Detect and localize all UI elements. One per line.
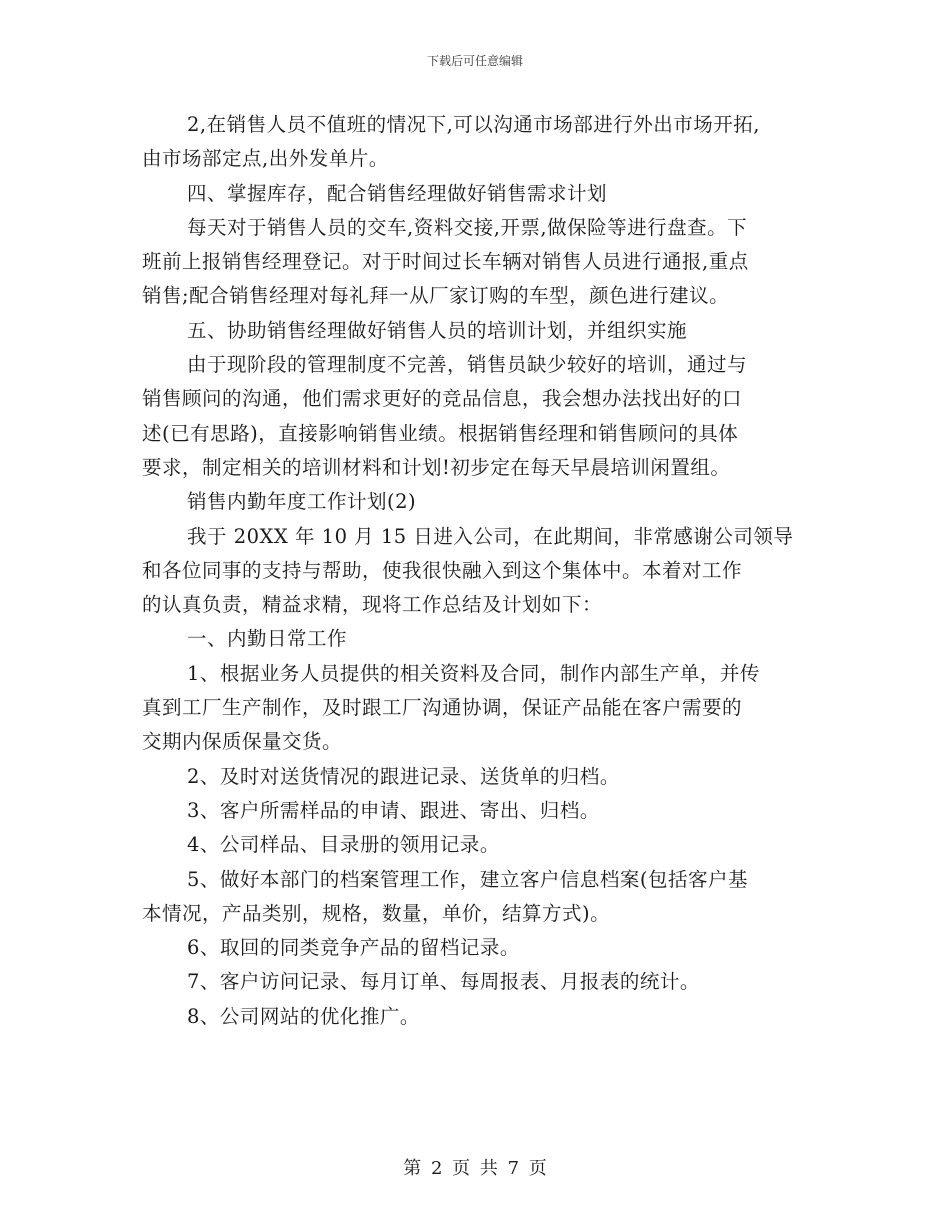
document-body [142, 108, 818, 1034]
text-line: 由于现阶段的管理制度不完善，销售员缺少较好的培训，通过与 [187, 353, 748, 377]
text-line: 销售;配合销售经理对每礼拜一从厂家订购的车型，颜色进行建议。 [142, 284, 730, 308]
text-line: 2,在销售人员不值班的情况下,可以沟通市场部进行外出市场开拓, [187, 113, 761, 136]
text-line: 交期内保质保量交货。 [142, 730, 343, 754]
page-header-note: 下载后可任意编辑 [426, 54, 523, 68]
text-line: 要求，制定相关的培训材料和计划!初步定在每天早晨培训闲置组。 [142, 455, 731, 479]
text-line: 和各位同事的支持与帮助，使我很快融入到这个集体中。本着对工作 [142, 558, 743, 582]
text-line: 我于 20XX 年 10 月 15 日进入公司，在此期间，非常感谢公司领导 [187, 524, 794, 548]
text-line: 销售顾问的沟通，他们需求更好的竞品信息，我会想办法找出好的口 [142, 387, 743, 411]
section-heading: 四、掌握库存，配合销售经理做好销售需求计划 [187, 181, 608, 205]
page-number: 第 2 页 共 7 页 [403, 1158, 547, 1179]
text-line: 的认真负责，精益求精，现将工作总结及计划如下： [142, 593, 603, 617]
text-line: 由市场部定点,出外发单片。 [142, 147, 389, 171]
list-item: 8、公司网站的优化推广。 [187, 1004, 420, 1028]
list-item: 6、取回的同类竞争产品的留档记录。 [187, 936, 520, 960]
document-subtitle: 销售内勤年度工作计划(2) [187, 490, 417, 514]
list-item: 2、及时对送货情况的跟进记录、送货单的归档。 [187, 764, 620, 788]
text-line: 本情况，产品类别，规格，数量，单价，结算方式)。 [142, 901, 611, 925]
list-item: 3、客户所需样品的申请、跟进、寄出、归档。 [187, 798, 600, 822]
list-item: 4、公司样品、目录册的领用记录。 [187, 833, 500, 857]
text-line: 述(已有思路)，直接影响销售业绩。根据销售经理和销售顾问的具体 [142, 421, 739, 445]
text-line: 真到工厂生产制作，及时跟工厂沟通协调，保证产品能在客户需要的 [142, 696, 743, 720]
list-item: 7、客户访问记录、每月订单、每周报表、月报表的统计。 [187, 970, 700, 994]
list-item: 5、做好本部门的档案管理工作，建立客户信息档案(包括客户基 [187, 867, 749, 891]
list-item: 1、根据业务人员提供的相关资料及合同，制作内部生产单，并传 [187, 661, 760, 685]
section-heading: 一、内勤日常工作 [187, 627, 348, 651]
section-heading: 五、协助销售经理做好销售人员的培训计划，并组织实施 [187, 318, 688, 342]
text-line: 每天对于销售人员的交车,资料交接,开票,做保险等进行盘查。下 [187, 215, 748, 239]
text-line: 班前上报销售经理登记。对于时间过长车辆对销售人员进行通报,重点 [142, 250, 749, 274]
